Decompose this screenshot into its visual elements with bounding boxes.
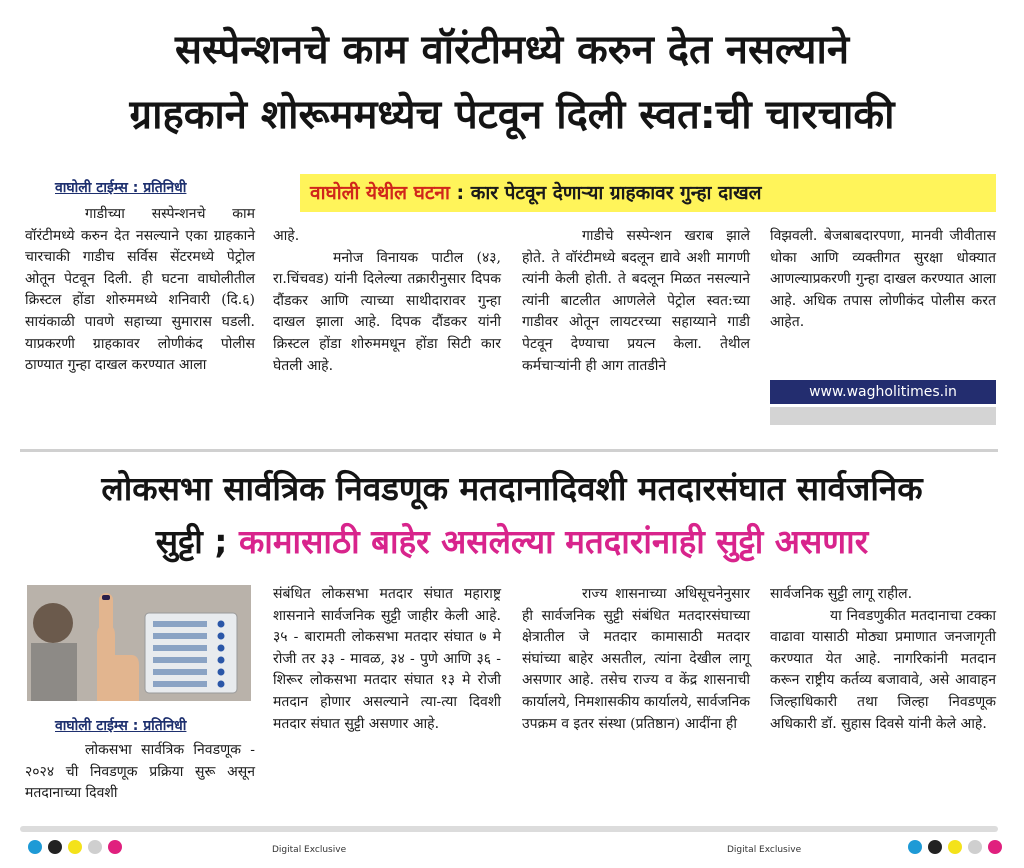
- paragraph: गाडीचे सस्पेन्शन खराब झाले होते. ते वॉरंटीमध्ये बदलून द्यावे अशी मागणी त्यांनी केली होती. ते बदलून मिळत नसल्याने त्यांनी बाटलीत आणलेले पेट्रोल स्वत:च्या गाडीवर ओतून लायटरच्या सहाय्याने गाडी पेटवून देण्याचा प्रयत्न केला. तेथील कर्मचाऱ्यांनी ही आग तातडीने: [522, 228, 750, 374]
- voting-machine-photo: [27, 585, 251, 701]
- evm-finger-illustration: [27, 585, 251, 701]
- gray-dot: [88, 840, 102, 854]
- banner-location: वाघोली येथील घटना: [310, 182, 450, 204]
- story1-column-4: [770, 226, 996, 334]
- magenta-dot: [108, 840, 122, 854]
- headline-magenta-part: कामासाठी बाहेर असलेल्या मतदारांनाही सुट्टी असणार: [238, 522, 869, 561]
- paragraph: सार्वजनिक सुट्टी लागू राहील.: [770, 586, 913, 602]
- story1-headline-line1: सस्पेन्शनचे काम वॉरंटीमध्ये करुन देत नसल्याने: [174, 27, 850, 73]
- footer-bar: [20, 826, 998, 832]
- paragraph: विझवली. बेजबाबदारपणा, मानवी जीवीतास धोका आणि व्यक्तीगत सुरक्षा धोक्यात आणल्याप्रकरणी गुन्हा दाखल करण्यात आला आहे. अधिक तपास लोणीकंद पोलीस करत आहेत.: [770, 228, 996, 331]
- story1-byline: वाघोली टाईम्स : प्रतिनिधी: [55, 180, 187, 196]
- paragraph: या निवडणुकीत मतदानाचा टक्का वाढावा यासाठी मोठ्या प्रमाणात जनजागृती करण्यात येत आहे. नागरिकांनी मतदान करून राष्ट्रीय कर्तव्य बजावावे, असे आवाहन जिल्हाधिकारी तथा जिल्हा निवडणूक अधिकारी डॉ. सुहास दिवसे यांनी केले आहे.: [770, 607, 996, 732]
- paragraph: संबंधित लोकसभा मतदार संघात महाराष्ट्र शासनाने सार्वजनिक सुट्टी जाहीर केली आहे. ३५ - बारामती लोकसभा मतदार संघात ७ मे रोजी तर ३३ - मावळ, ३४ - पुणे आणि ३६ - शिरूर लोकसभा मतदार संघात १३ मे रोजी मतदान होणार असल्याने त्या-त्या दिवशी मतदार संघात सुट्टी असणार आहे.: [273, 586, 501, 732]
- headline-black-part: सुट्टी ;: [155, 522, 239, 561]
- story2-column-4: [770, 584, 996, 735]
- registration-marks-right: [908, 840, 1002, 854]
- yellow-dot: [948, 840, 962, 854]
- story1-column-1: [25, 204, 255, 377]
- story1-banner: [300, 174, 996, 212]
- gray-dot: [968, 840, 982, 854]
- banner-subhead: : कार पेटवून देणाऱ्या ग्राहकावर गुन्हा दाखल: [449, 182, 762, 204]
- paragraph: लोकसभा सार्वत्रिक निवडणूक - २०२४ ची निवडणूक प्रक्रिया सुरू असून मतदानाच्या दिवशी: [25, 742, 255, 802]
- website-link[interactable]: www.wagholitimes.in: [770, 380, 996, 404]
- story2-byline: वाघोली टाईम्स : प्रतिनिधी: [55, 718, 187, 734]
- cyan-dot: [908, 840, 922, 854]
- footer-label-left: Digital Exclusive: [272, 845, 347, 855]
- paragraph: गाडीच्या सस्पेन्शनचे काम वॉरंटीमध्ये करुन देत नसल्याने एका ग्राहकाने चारचाकी गाडीच सर्विस सेंटरमध्ये पेट्रोल ओतून पेटवून दिली. ही घटना वाघोलीतील क्रिस्टल होंडा शोरुममध्ये शनिवारी (दि.६) सायंकाळी पावणे सहाच्या सुमारास घडली. याप्रकरणी ग्राहकावर लोणीकंद पोलीस ठाण्यात गुन्हा दाखल करण्यात आला: [25, 206, 255, 374]
- story2-column-3: [522, 584, 750, 735]
- footer-label-right: Digital Exclusive: [727, 845, 802, 855]
- section-divider: [20, 449, 998, 452]
- cyan-dot: [28, 840, 42, 854]
- story1-column-3: [522, 226, 750, 377]
- story1-column-2: [273, 226, 501, 377]
- story1-headline-line2: ग्राहकाने शोरूममध्येच पेटवून दिली स्वत:ची चारचाकी: [129, 92, 895, 138]
- black-dot: [928, 840, 942, 854]
- black-dot: [48, 840, 62, 854]
- paragraph: राज्य शासनाच्या अधिसूचनेनुसार ही सार्वजनिक सुट्टी संबंधित मतदारसंघाच्या क्षेत्रातील जे मतदार कामासाठी मतदार संघांच्या बाहेर असतील, त्यांना देखील लागू असणार आहे. तसेच राज्य व केंद्र शासनाची कार्यालये, निमशासकीय कार्यालये, सार्वजनिक उपक्रम व इतर संस्था (प्रतिष्ठान) आदींना ही: [522, 586, 751, 732]
- website-underbar: [770, 407, 996, 425]
- story2-headline-line1: लोकसभा सार्वत्रिक निवडणूक मतदानादिवशी मतदारसंघात सार्वजनिक: [101, 469, 923, 508]
- story2-headline-line2: [0, 522, 1024, 561]
- story2-column-2: [273, 584, 501, 735]
- registration-marks-left: [28, 840, 122, 854]
- story2-column-1: [25, 740, 255, 805]
- paragraph: मनोज विनायक पाटील (४३, रा.चिंचवड) यांनी दिलेल्या तक्रारीनुसार दिपक दौंडकर आणि त्याच्या साथीदारावर गुन्हा दाखल झाला आहे. दिपक दौंडकर यांनी क्रिस्टल होंडा शोरुममधून होंडा सिटी कार घेतली आहे.: [273, 249, 501, 374]
- magenta-dot: [988, 840, 1002, 854]
- paragraph: आहे.: [273, 228, 300, 244]
- yellow-dot: [68, 840, 82, 854]
